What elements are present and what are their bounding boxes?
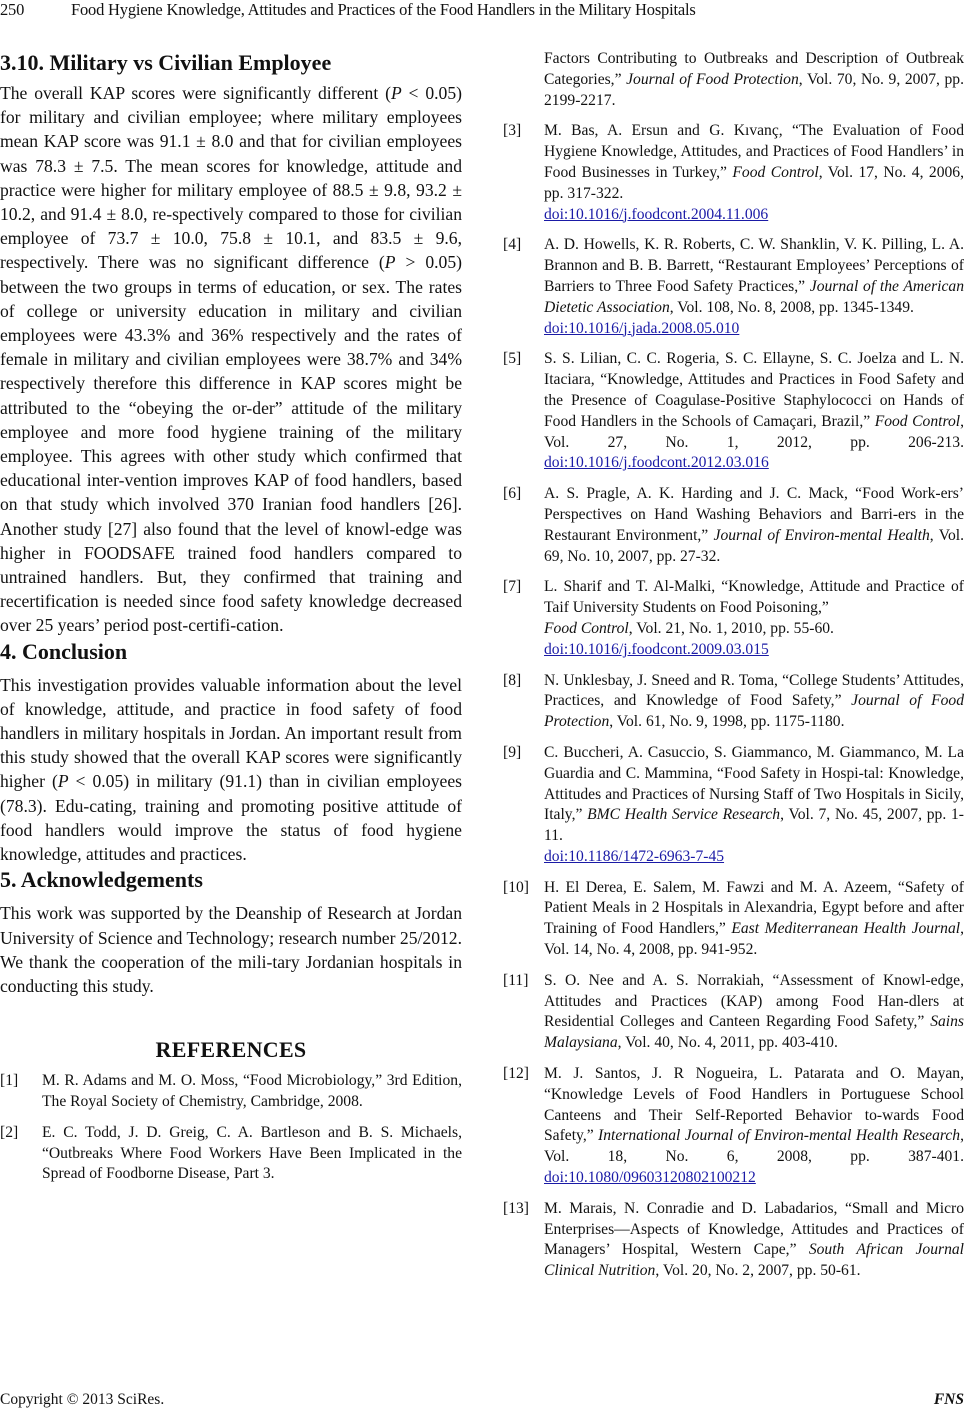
journal-abbreviation: FNS	[933, 1391, 964, 1408]
reference-item-4: [4] A. D. Howells, K. R. Roberts, C. W. Shanklin, V. K. Pilling, L. A. Brannon and B. B. Barrett, “Restaurant Employees’ Perceptions of Barriers to Three Food Safety Practices,” Journal of the American Dietetic Association, Vol. 108, No. 8, 2008, pp. 1345-1349. doi:10.1016/j.jada.2008.05.010	[503, 236, 964, 337]
running-header	[0, 0, 968, 22]
conclusion-paragraph: This investigation provides valuable information about the level of knowledge, attitude, and practice in food safety of food handlers in military hospitals in Jordan. An important result from this study showed that the overall KAP scores were significantly higher (P < 0.05) in military (91.1) than in civilian employees (78.3). Edu-cating, training and promoting positive attitude of food handlers would improve the status of food hygiene knowledge, attitudes and practices.	[0, 674, 462, 865]
page-footer	[0, 1390, 964, 1410]
reference-number: [2]	[0, 1123, 19, 1141]
reference-number: [6]	[503, 485, 522, 503]
reference-item-12: [12] M. J. Santos, J. R Nogueira, L. Patarata and O. Mayan, “Knowledge Levels of Food Handlers in Portuguese School Canteens and Their Self-Reported Behavior to-wards Food Safety,” International Journal of Environ-mental Health Research, Vol. 18, No. 6, 2008, pp. 387-401. doi:10.1080/09603120802100212	[503, 1065, 965, 1187]
reference-item-5: [5] S. S. Lilian, C. C. Rogeria, S. C. Ellayne, S. C. Joelza and L. N. Itaciara, “Knowledge, Attitudes and Practices in Food Safety and the Presence of Coagulase-Positive Staphylococci on Hands of Food Handlers in the Schools of Camaçari, Brazil,” Food Control, Vol. 27, No. 1, 2012, pp. 206-213. doi:10.1016/j.foodcont.2012.03.016	[503, 350, 964, 472]
section-heading-military-vs-civilian: 3.10. Military vs Civilian Employee	[0, 50, 332, 75]
right-column	[502, 49, 964, 1292]
reference-number: [3]	[503, 122, 522, 140]
reference-item-8: [8] N. Unklesbay, J. Sneed and R. Toma, “College Students’ Attitudes, Practices, and Knowledge of Food Safety,” Journal of Food Protection, Vol. 61, No. 9, 1998, pp. 1175-1180.	[503, 671, 965, 731]
reference-item-3: [3] M. Bas, A. Ersun and G. Kıvanç, “The Evaluation of Food Hygiene Knowledge, Attitudes, and Practices of Food Handlers’ in Food Businesses in Turkey,” Food Control, Vol. 17, No. 4, 2006, pp. 317-322. doi:10.1016/j.foodcont.2004.11.006	[503, 122, 964, 223]
doi-link[interactable]: doi:10.1016/j.foodcont.2004.11.006	[544, 205, 769, 223]
reference-number: [1]	[0, 1072, 19, 1090]
military-vs-civilian-paragraph: The overall KAP scores were significantly different (P < 0.05) for military and civilian employee; where military employees mean KAP score was 91.1 ± 8.0 and that for civilian employees was 78.3 ± 7.5. The mean scores for knowledge, attitude and practice were higher for military employee of 88.5 ± 9.8, 93.2 ± 10.2, and 91.4 ± 8.0, re-spectively compared to those for civilian employee of 73.7 ± 10.0, 75.8 ± 10.1, and 83.5 ± 9.6, respectively. There was no significant difference (P > 0.05) between the two groups in terms of education, or sex. The rates of college or university education in military and civilian employees were 43.3% and 36% respectively and the rates of female in military and civilian employees were 38.7% and 34% respectively therefore this difference in KAP scores might be attributed to the “obeying the or-der” attitude of the military employee and more food hygiene training of the military employee. This agrees with other study which confirmed that educational inter-vention improves KAP of food handlers, based on that study which involved 370 Iranian food handlers [26]. Another study [27] also found that the level of knowl-edge was higher in FOODSAFE trained food handlers compared to untrained handlers. But, they confirmed that training and recertification is needed since food safety knowledge decreased over 25 years’ period post-certifi-cation.	[0, 83, 462, 636]
reference-number: [5]	[503, 350, 522, 368]
reference-item-10: [10] H. El Derea, E. Salem, M. Fawzi and M. A. Azeem, “Safety of Patient Meals in 2 Hospitals in Alexandria, Egypt before and after Training of Food Handlers,” East Mediterranean Health Journal, Vol. 14, No. 4, 2008, pp. 941-952.	[503, 878, 964, 959]
reference-item-11: [11] S. O. Nee and A. S. Norrakiah, “Assessment of Knowl-edge, Attitudes and Practices (KAP) among Food Han-dlers at Residential Colleges and Canteen Regarding Food Safety,” Sains Malaysiana, Vol. 40, No. 4, 2011, pp. 403-410.	[503, 971, 964, 1052]
reference-item-1: [1] M. R. Adams and M. O. Moss, “Food Microbiology,” 3rd Edition, The Royal Society of Chemistry, Cambridge, 2008.	[0, 1072, 462, 1110]
reference-item-9: [9] C. Buccheri, A. Casuccio, S. Giammanco, M. Giammanco, M. La Guardia and C. Mammina, “Food Safety in Hospi-tal: Knowledge, Attitudes and Practices of Nursing Staff of Two Hospitals in Sicily, Italy,” BMC Health Service Research, Vol. 7, No. 45, 2007, pp. 1-11. doi:10.1186/1472-6963-7-45	[503, 743, 964, 865]
section-heading-conclusion: 4. Conclusion	[0, 638, 128, 664]
reference-number: [10]	[503, 878, 529, 896]
acknowledgements-paragraph: This work was supported by the Deanship of Research at Jordan University of Science and Technology; research number 25/2012. We thank the cooperation of the mili-tary Jordanian hospitals in conducting this study.	[0, 903, 462, 996]
reference-item-6: [6] A. S. Pragle, A. K. Harding and J. C. Mack, “Food Work-ers’ Perspectives on Hand Washing Behaviors and Barri-ers in the Restaurant Environment,” Journal of Environ-mental Health, Vol. 69, No. 10, 2007, pp. 27-32.	[503, 485, 964, 565]
reference-number: [7]	[503, 578, 522, 596]
doi-link[interactable]: doi:10.1016/j.foodcont.2009.03.015	[544, 640, 769, 658]
references-heading: REFERENCES	[155, 1037, 307, 1063]
doi-link[interactable]: doi:10.1080/09603120802100212	[544, 1169, 756, 1187]
reference-number: [11]	[503, 971, 529, 989]
reference-list-right	[502, 49, 964, 1282]
reference-number: [8]	[503, 671, 522, 689]
reference-item-13: [13] M. Marais, N. Conradie and D. Labadarios, “Small and Micro Enterprises—Aspects of Knowledge, Attitudes and Practices of Managers’ Hospital, Western Cape,” South African Journal Clinical Nutrition, Vol. 20, No. 2, 2007, pp. 50-61.	[503, 1199, 964, 1280]
page-number: 250	[0, 0, 25, 19]
section-heading-acknowledgements: 5. Acknowledgements	[0, 867, 203, 893]
copyright-notice: Copyright © 2013 SciRes.	[0, 1391, 165, 1408]
reference-number: [13]	[503, 1199, 529, 1217]
doi-link[interactable]: doi:10.1186/1472-6963-7-45	[544, 847, 725, 865]
reference-list-left	[0, 1071, 462, 1185]
reference-number: [12]	[503, 1065, 529, 1083]
reference-item-2: [2] E. C. Todd, J. D. Greig, C. A. Bartleson and B. S. Michaels, “Outbreaks Where Food Workers Have Been Implicated in the Spread of Foodborne Disease, Part 3.	[0, 1123, 462, 1183]
reference-item-7: [7] L. Sharif and T. Al-Malki, “Knowledge, Attitude and Practice of Taif University Students on Food Poisoning,” Food Control, Vol. 21, No. 1, 2010, pp. 55-60. doi:10.1016/j.foodcont.2009.03.015	[503, 578, 964, 658]
doi-link[interactable]: doi:10.1016/j.jada.2008.05.010	[544, 319, 740, 337]
reference-number: [9]	[503, 743, 522, 761]
running-title: Food Hygiene Knowledge, Attitudes and Practices of the Food Handlers in the Military Hospitals	[71, 0, 696, 19]
reference-item-2-continued: Factors Contributing to Outbreaks and Description of Outbreak Categories,” Journal of Food Protection, Vol. 70, No. 9, 2007, pp. 2199-2217.	[544, 50, 965, 109]
doi-link[interactable]: doi:10.1016/j.foodcont.2012.03.016	[544, 454, 769, 472]
reference-number: [4]	[503, 236, 522, 254]
left-column	[0, 49, 462, 1195]
